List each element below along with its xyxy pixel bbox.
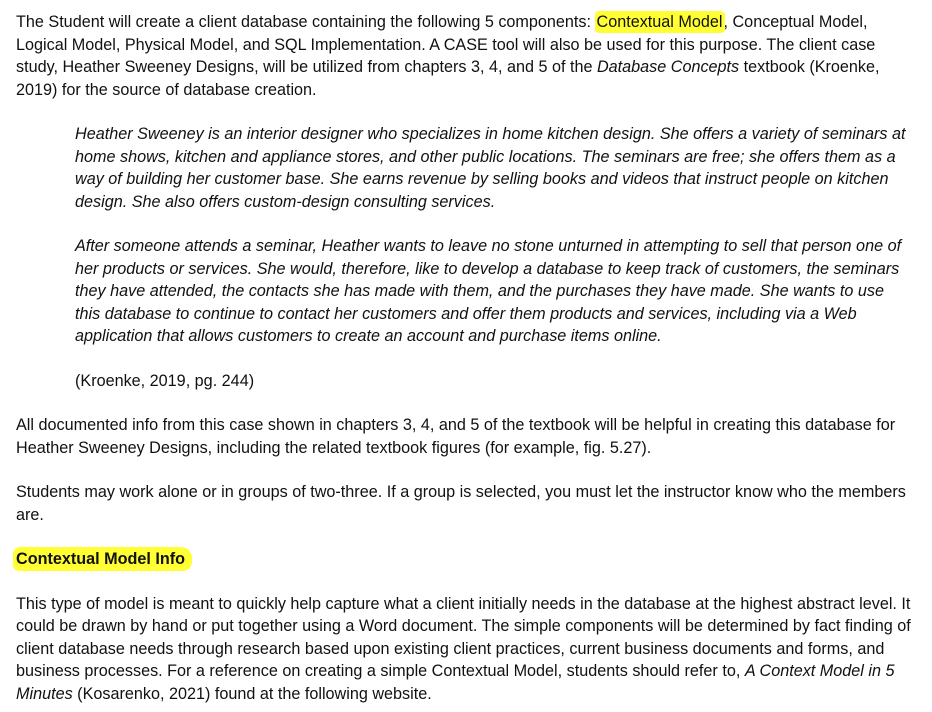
- section-heading-highlight: Contextual Model Info: [14, 548, 191, 570]
- section-heading: [16, 548, 916, 571]
- groups-paragraph: Students may work alone or in groups of two-three. If a group is selected, you must let the instructor know who the members are.: [16, 483, 906, 524]
- highlighted-contextual-model: Contextual Model: [596, 13, 723, 31]
- intro-paragraph: [16, 11, 916, 101]
- intro-text-1: The Student will create a client database containing the following 5 components:: [16, 13, 596, 31]
- reference-title: A Context Model in 5 Minutes: [16, 662, 895, 703]
- intro-text-2: , Conceptual Model, Logical Model, Physical Model, and SQL Implementation. A CASE tool will also be used for this purpose. The client case study, Heather Sweeney Designs, will be utilized from chapters 3, 4, and 5 of the: [16, 13, 876, 76]
- contextual-model-paragraph: [16, 593, 916, 706]
- case-quote-paragraph-2: After someone attends a seminar, Heather wants to leave no stone unturned in attempting to sell that person one of her products or services. She would, therefore, like to develop a database to keep track of customers, the seminars they have attended, the contacts she has made with them, and the purchases they have made. She wants to use this database to continue to contact her customers and offer them products and services, including via a Web application that allows customers to create an account and purchase items online.: [75, 237, 902, 345]
- intro-text-3: textbook (Kroenke, 2019) for the source of database creation.: [16, 58, 880, 99]
- model-text-2: (Kosarenko, 2021) found at the following website.: [72, 684, 432, 703]
- documented-info-paragraph: All documented info from this case shown in chapters 3, 4, and 5 of the textbook will be helpful in creating this database for Heather Sweeney Designs, including the related textbook figures (for example, fig. 5.27).: [16, 416, 896, 457]
- model-text-1: This type of model is meant to quickly help capture what a client initially needs in the database at the highest abstract level. It could be drawn by hand or put together using a Word document. The simple components will be determined by fact finding of client database needs through research based upon existing client practices, current business documents and forms, and business processes. For a reference on creating a simple Contextual Model, students should refer to,: [16, 594, 911, 680]
- quote-citation: (Kroenke, 2019, pg. 244): [75, 371, 255, 390]
- book-title: Database Concepts: [596, 58, 740, 76]
- case-quote-paragraph-1: Heather Sweeney is an interior designer who specializes in home kitchen design. She offers a variety of seminars at home shows, kitchen and appliance stores, and other public locations. The seminars are free; she offers them as a way of building her customer base. She earns revenue by selling books and videos that instruct people on kitchen design. She also offers custom-design consulting services.: [75, 125, 906, 211]
